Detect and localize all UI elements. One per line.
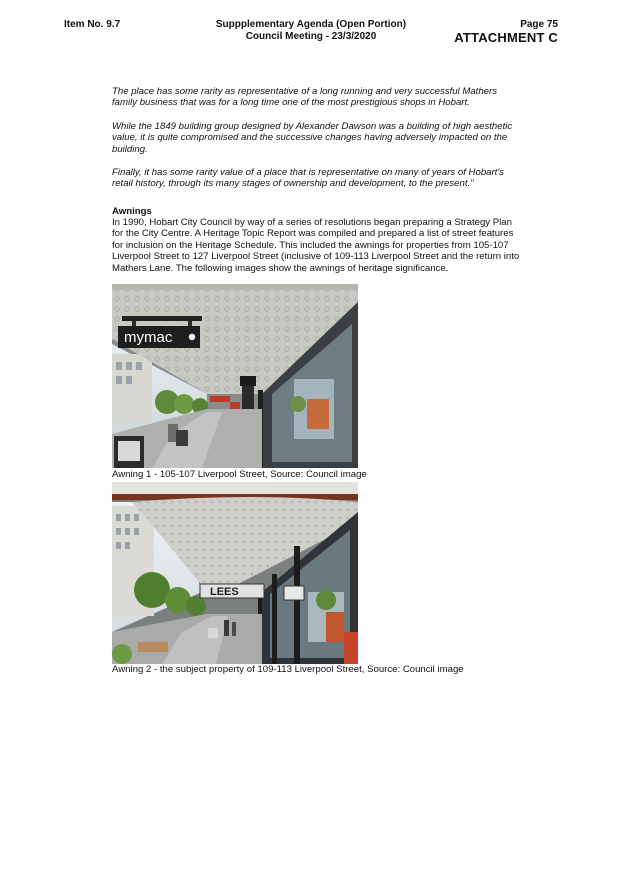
awnings-paragraph: In 1990, Hobart City Council by way of a series of resolutions began preparing a Strategy Plan for the City Centre. A Heritage Topic Report was compiled and prepared a list of street features for inclusion on the Heritage Schedule. This included the awnings for properties from 105-107 Liverpool Street to 127 Liverpool Street (inclusive of 109-113 Liverpool Street and the return into Mathers Lane. The following images show the awnings of heritage significance. [112,217,520,274]
mymac-sign: mymac [124,329,173,346]
agenda-title-line1: Suppplementary Agenda (Open Portion) [215,19,407,30]
quote-paragraph: The place has some rarity as representative of a long running and very successful Mathers family business that was for a long time one of the most prestigious shops in Hobart. [112,86,498,109]
lees-sign: LEES [210,586,239,598]
section-heading: Awnings [112,206,152,217]
agenda-title-line2: Council Meeting - 23/3/2020 [245,31,377,42]
attachment-label: ATTACHMENT C [454,30,558,45]
awning-photo-2 [112,482,358,664]
awning-photo-1 [112,284,358,468]
apple-logo-icon [189,334,195,340]
quote-paragraph: While the 1849 building group designed by Alexander Dawson was a building of high aesthetic value, it is quite compromised and the successive changes having adversely impacted on the building. [112,121,513,155]
item-number: Item No. 9.7 [64,19,121,30]
quote-paragraph: Finally, it has some rarity value of a place that is representative on many of years of Hobart's retail history, through its many stages of ownership and development, to the present." [112,167,504,190]
page-info [454,19,558,45]
page-number: Page 75 [520,19,558,30]
photo-2-caption: Awning 2 - the subject property of 109-113 Liverpool Street, Source: Council image [112,664,464,675]
photo-1-caption: Awning 1 - 105-107 Liverpool Street, Source: Council image [112,469,367,480]
